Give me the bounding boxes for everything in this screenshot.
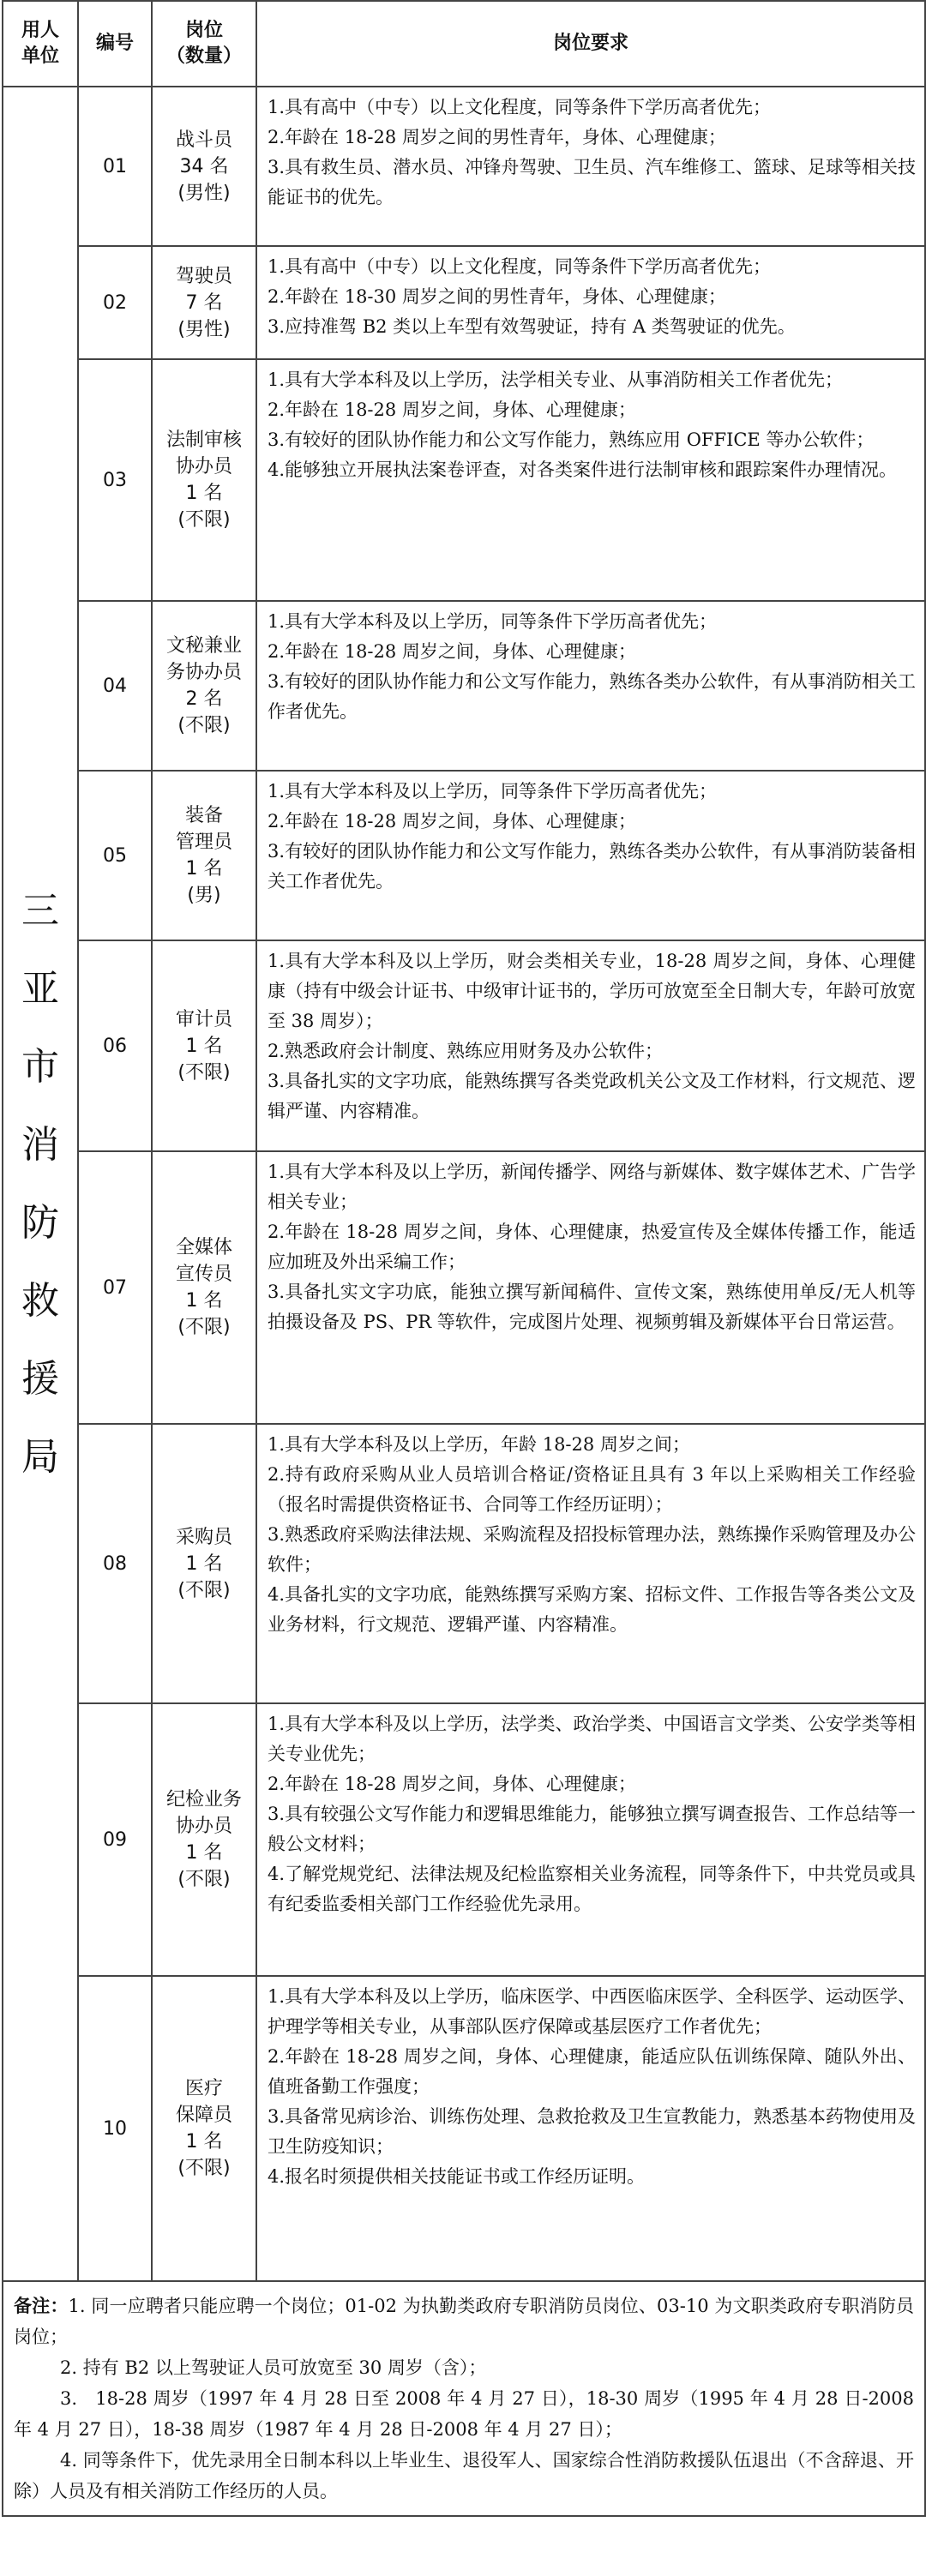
position-line: 管理员 [175,832,232,853]
header-requirements: 岗位要求 [256,1,925,87]
unit-name-cell [3,87,78,2281]
position-line: 1 名 [185,858,223,880]
table-row [3,359,925,601]
position-line: 宣传员 [175,1264,232,1285]
position-line: 协办员 [175,456,232,477]
position-line: 34 名 [179,155,229,177]
position-cell [152,359,256,601]
requirement-item: 4.报名时须提供相关技能证书或工作经历证明。 [268,2166,646,2187]
requirements-cell [256,1976,925,2281]
position-cell [152,87,256,246]
position-line: 2 名 [185,688,223,710]
position-line: 战斗员 [175,129,232,151]
requirement-item: 1.具有高中（中专）以上文化程度，同等条件下学历高者优先； [268,256,772,277]
notes-cell [3,2281,925,2516]
recruitment-table [2,0,926,2517]
requirement-item: 3.有较好的团队协作能力和公文写作能力，熟练应用 OFFICE 等办公软件； [268,429,875,450]
requirement-item: 3.具有救生员、潜水员、冲锋舟驾驶、卫生员、汽车维修工、篮球、足球等相关技能证书的优先。 [268,157,916,207]
position-line: 审计员 [175,1008,232,1030]
row-number: 07 [78,1151,152,1424]
requirement-item: 3.有较好的团队协作能力和公文写作能力，熟练各类办公软件，有从事消防装备相关工作者优先。 [268,841,916,892]
unit-name-char: 三 [21,889,59,933]
position-line: 1 名 [185,1552,223,1575]
position-cell [152,1424,256,1703]
requirements-cell [256,246,925,359]
position-line: 全媒体 [175,1237,232,1258]
unit-name-char: 救 [21,1279,59,1323]
position-line: 1 名 [185,483,223,504]
requirement-item: 2.年龄在 18-28 周岁之间，身体、心理健康； [268,1774,636,1794]
position-line: (不限) [177,509,231,531]
requirement-item: 2.年龄在 18-28 周岁之间，身体、心理健康，能适应队伍训练保障、随队外出、值班备勤工作强度； [268,2046,916,2097]
position-line: 1 名 [185,1842,223,1864]
position-line: 驾驶员 [175,265,232,287]
table-row [3,1976,925,2281]
row-number: 02 [78,246,152,359]
header-number: 编号 [78,1,152,87]
position-line: 装备 [184,805,223,826]
header-position: 岗位 （数量） [152,1,256,87]
requirement-item: 1.具有大学本科及以上学历，同等条件下学历高者优先； [268,781,718,802]
position-line: 采购员 [175,1526,232,1548]
table-row [3,1151,925,1424]
position-cell [152,1151,256,1424]
table-body [3,87,925,2281]
requirements-cell [256,601,925,771]
notes-label: 备注： [14,2296,69,2316]
position-line: (不限) [177,1579,231,1601]
requirement-item: 1.具有大学本科及以上学历，同等条件下学历高者优先； [268,611,718,632]
requirement-item: 4.具备扎实的文字功底，能熟练撰写采购方案、招标文件、工作报告等各类公文及业务材料，行文规范、逻辑严谨、内容精准。 [268,1584,916,1635]
position-line: 医疗 [184,2078,223,2099]
position-line: 纪检业务 [165,1789,242,1810]
unit-name-char: 亚 [21,967,59,1011]
row-number: 03 [78,359,152,601]
requirement-item: 3.熟悉政府采购法律法规、采购流程及招投标管理办法，熟练操作采购管理及办公软件； [268,1524,916,1575]
table-row [3,1703,925,1976]
position-line: 法制审核 [165,429,242,451]
requirements-cell [256,87,925,246]
requirement-item: 2.年龄在 18-30 周岁之间的男性青年，身体、心理健康； [268,286,726,307]
row-number: 09 [78,1703,152,1976]
position-line: (男性) [177,318,231,340]
requirements-cell [256,940,925,1151]
requirement-item: 3.有较好的团队协作能力和公文写作能力，熟练各类办公软件，有从事消防相关工作者优先。 [268,671,916,722]
position-line: (不限) [177,715,231,736]
table-row [3,940,925,1151]
requirement-item: 2.年龄在 18-28 周岁之间的男性青年，身体、心理健康； [268,127,726,147]
requirement-item: 3.具备扎实文字功底，能独立撰写新闻稿件、宣传文案，熟练使用单反/无人机等拍摄设备及 PS、PR 等软件，完成图片处理、视频剪辑及新媒体平台日常运营。 [268,1282,916,1332]
table-row [3,601,925,771]
requirements-cell [256,359,925,601]
unit-name-char: 消 [21,1123,59,1167]
notes-row [3,2281,925,2516]
requirements-cell [256,1424,925,1703]
row-number: 08 [78,1424,152,1703]
requirement-item: 1.具有大学本科及以上学历，财会类相关专业，18-28 周岁之间，身体、心理健康（持有中级会计证书、中级审计证书的，学历可放宽至全日制大专，年龄可放宽至 38 周岁）； [268,951,916,1031]
requirement-item: 3.应持准驾 B2 类以上车型有效驾驶证，持有 A 类驾驶证的优先。 [268,316,796,337]
requirements-cell [256,771,925,940]
requirement-item: 1.具有大学本科及以上学历，法学类、政治学类、中国语言文学类、公安学类等相关专业优先； [268,1714,916,1764]
unit-name-char: 援 [21,1357,59,1401]
requirement-item: 3.具备常见病诊治、训练伤处理、急救抢救及卫生宣教能力，熟悉基本药物使用及卫生防疫知识； [268,2106,916,2157]
position-line: 文秘兼业 [165,635,242,657]
position-line: 1 名 [185,1035,223,1057]
requirement-item: 2.年龄在 18-28 周岁之间，身体、心理健康； [268,641,636,662]
position-cell [152,771,256,940]
requirements-cell [256,1703,925,1976]
position-line: (不限) [177,1869,231,1890]
position-line: (男性) [177,182,231,204]
requirement-item: 1.具有高中（中专）以上文化程度，同等条件下学历高者优先； [268,97,772,117]
requirement-item: 2.持有政府采购从业人员培训合格证/资格证且具有 3 年以上采购相关工作经验（报名时需提供资格证书、合同等工作经历证明）； [268,1464,916,1515]
requirement-item: 1.具有大学本科及以上学历，年龄 18-28 周岁之间； [268,1434,690,1455]
row-number: 01 [78,87,152,246]
position-line: (男) [187,885,221,906]
position-cell [152,1976,256,2281]
unit-name-char: 局 [21,1435,59,1479]
note-item-3: 3. 18-28 周岁（1997 年 4 月 28 日至 2008 年 4 月 27 日），18-30 周岁（1995 年 4 月 28 日-2008 年 4 月 27 日），18-38 周岁（1987 年 4 月 28 日-2008 年 4 月 27 日）； [14,2388,914,2440]
row-number: 06 [78,940,152,1151]
position-line: (不限) [177,1317,231,1338]
position-cell [152,601,256,771]
requirement-item: 2.年龄在 18-28 周岁之间，身体、心理健康，热爱宣传及全媒体传播工作，能适应加班及外出采编工作； [268,1222,916,1272]
row-number: 05 [78,771,152,940]
position-cell [152,940,256,1151]
position-line: 1 名 [185,2131,223,2153]
requirement-item: 3.具备扎实的文字功底，能熟练撰写各类党政机关公文及工作材料，行文规范、逻辑严谨、内容精准。 [268,1071,916,1121]
requirement-item: 2.年龄在 18-28 周岁之间，身体、心理健康； [268,811,636,832]
note-item-2: 2. 持有 B2 以上驾驶证人员可放宽至 30 周岁（含）； [60,2357,487,2378]
position-line: (不限) [177,1061,231,1084]
table-row [3,771,925,940]
position-line: 协办员 [175,1816,232,1837]
requirement-item: 1.具有大学本科及以上学历，临床医学、中西医临床医学、全科医学、运动医学、护理学等相关专业，从事部队医疗保障或基层医疗工作者优先； [268,1986,916,2037]
position-line: (不限) [177,2158,231,2179]
unit-name-char: 市 [21,1045,59,1089]
row-number: 04 [78,601,152,771]
position-line: 务协办员 [165,662,242,683]
position-line: 保障员 [175,2105,232,2126]
note-item-1: 备注：1. 同一应聘者只能应聘一个岗位；01-02 为执勤类政府专职消防员岗位、03-10 为文职类政府专职消防员岗位； [14,2296,915,2347]
table-row [3,87,925,246]
table-row [3,246,925,359]
header-unit: 用人 单位 [3,1,78,87]
unit-name-char: 防 [21,1201,59,1245]
requirement-item: 4.能够独立开展执法案卷评查，对各类案件进行法制审核和跟踪案件办理情况。 [268,459,898,480]
requirement-item: 1.具有大学本科及以上学历，法学相关专业、从事消防相关工作者优先； [268,369,844,390]
table-row [3,1424,925,1703]
position-cell [152,1703,256,1976]
position-cell [152,246,256,359]
requirement-item: 2.年龄在 18-28 周岁之间，身体、心理健康； [268,399,636,420]
requirement-item: 2.熟悉政府会计制度、熟练应用财务及办公软件； [268,1041,664,1061]
note-item-4: 4. 同等条件下，优先录用全日制本科以上毕业生、退役军人、国家综合性消防救援队伍退出（不含辞退、开除）人员及有相关消防工作经历的人员。 [14,2450,914,2501]
position-line: 7 名 [185,291,223,314]
requirement-item: 3.具有较强公文写作能力和逻辑思维能力，能够独立撰写调查报告、工作总结等一般公文材料； [268,1804,916,1854]
requirement-item: 1.具有大学本科及以上学历，新闻传播学、网络与新媒体、数字媒体艺术、广告学相关专业； [268,1162,916,1212]
row-number: 10 [78,1976,152,2281]
requirement-item: 4.了解党规党纪、法律法规及纪检监察相关业务流程，同等条件下，中共党员或具有纪委监委相关部门工作经验优先录用。 [268,1864,916,1914]
table-header-row [3,1,925,87]
requirements-cell [256,1151,925,1424]
position-line: 1 名 [185,1290,223,1312]
